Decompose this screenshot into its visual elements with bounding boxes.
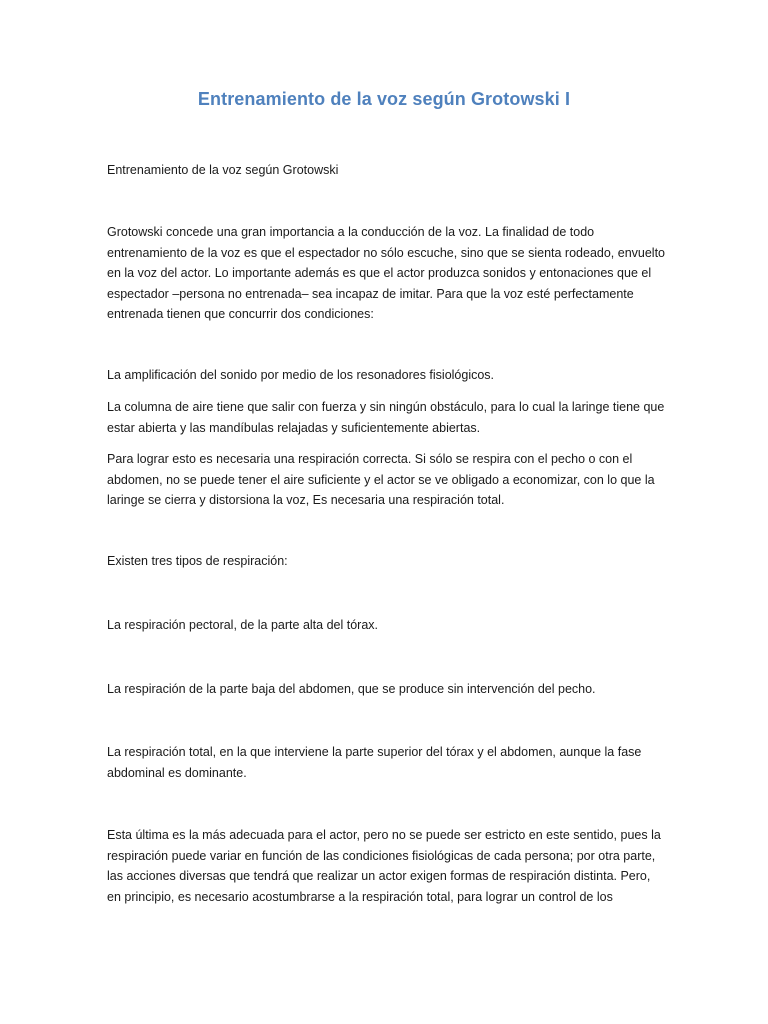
paragraph-breathing-types: Existen tres tipos de respiración:: [107, 554, 288, 568]
document-title: Entrenamiento de la voz según Grotowski I: [197, 89, 571, 109]
paragraph-conclusion: Esta última es la más adecuada para el actor, pero no se puede ser estricto en este sentido, pues la respiración puede variar en función de las condiciones fisiológicas de cada persona; por otra parte, las acciones diversas que tendrá que realizar un actor exigen formas de respiración distinta. Pero, en principio, es necesario acostumbrarse a la respiración total, para lograr un control de los: [107, 828, 661, 904]
paragraph-total-breathing: La respiración total, en la que interviene la parte superior del tórax y el abdomen, aunque la fase abdominal es dominante.: [107, 745, 642, 780]
paragraph-amplification: La amplificación del sonido por medio de los resonadores fisiológicos.: [107, 368, 495, 382]
paragraph-intro: Grotowski concede una gran importancia a la conducción de la voz. La finalidad de todo entrenamiento de la voz es que el espectador no sólo escuche, sino que se sienta rodeado, envuelto en la voz del actor. Lo importante además es que el actor produzca sonidos y entonaciones que el espectador –persona no entrenada– sea incapaz de imitar. Para que la voz esté perfectamente entrenada tienen que concurrir dos condiciones:: [107, 225, 666, 321]
paragraph-air-column: La columna de aire tiene que salir con fuerza y sin ningún obstáculo, para lo cual la laringe tiene que estar abierta y las mandíbulas relajadas y suficientemente abiertas.: [107, 400, 665, 435]
paragraph-pectoral-breathing: La respiración pectoral, de la parte alta del tórax.: [107, 618, 378, 632]
document-subtitle: Entrenamiento de la voz según Grotowski: [107, 163, 339, 177]
paragraph-correct-breathing: Para lograr esto es necesaria una respiración correcta. Si sólo se respira con el pecho o con el abdomen, no se puede tener el aire suficiente y el actor se ve obligado a economizar, con lo que la laringe se cierra y distorsiona la voz, Es necesaria una respiración total.: [107, 452, 655, 507]
paragraph-abdominal-breathing: La respiración de la parte baja del abdomen, que se produce sin intervención del pecho.: [107, 682, 596, 696]
